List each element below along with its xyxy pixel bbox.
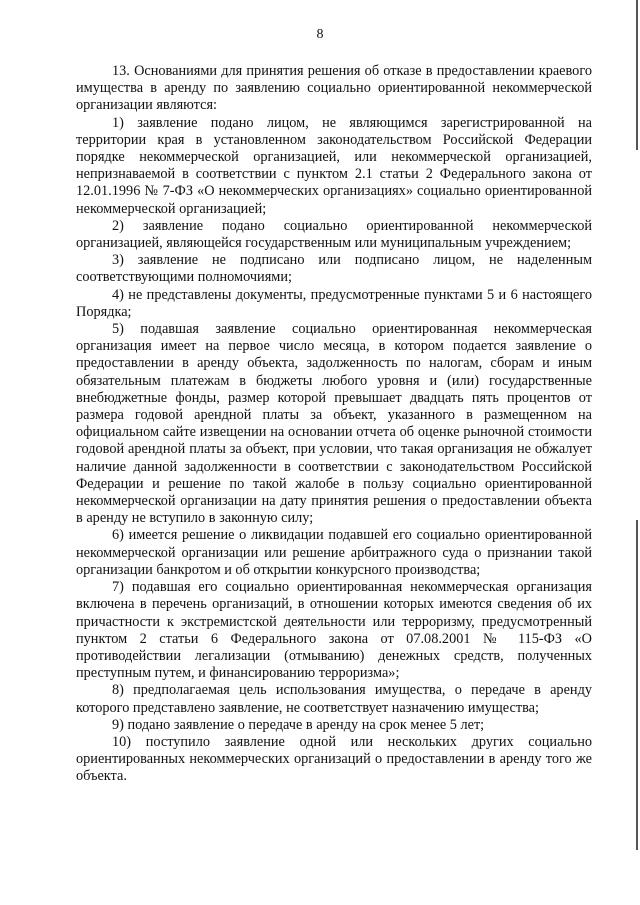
document-body <box>76 63 592 786</box>
list-item-3: 3) заявление не подписано или подписано лицом, не наделенным соответствующими полномочиями; <box>76 252 592 286</box>
list-item-8: 8) предполагаемая цель использования имущества, о передаче в аренду которого представлено заявление, не соответствует назначению имущества; <box>76 682 592 716</box>
list-item-6: 6) имеется решение о ликвидации подавшей его социально ориентированной некоммерческой организации или решение арбитражного суда о признании такой организации банкротом и об открытии конкурсного производства; <box>76 527 592 578</box>
list-item-2: 2) заявление подано социально ориентированной некоммерческой организацией, являющейся государственным или муниципальным учреждением; <box>76 217 592 252</box>
scan-edge-mark-bottom <box>636 520 638 850</box>
list-item-9: 9) подано заявление о передаче в аренду на срок менее 5 лет; <box>112 716 485 733</box>
scan-edge-mark-top <box>636 0 638 150</box>
list-item-1: 1) заявление подано лицом, не являющимся зарегистрированной на территории края в установленном законодательством Российской Федерации порядке некоммерческой организацией, или некоммерческой организацией, непризнаваемой в соответствии с пунктом 2.1 статьи 2 Федерального закона от 12.01.1996 № 7-ФЗ «О некоммерческих организациях» социально ориентированной некоммерческой организацией; <box>76 114 592 217</box>
list-item-10: 10) поступило заявление одной или нескольких других социально ориентированных некоммерческих организаций о предоставлении в аренду того же объекта. <box>76 733 592 785</box>
list-item-7: 7) подавшая его социально ориентированная некоммерческая организация включена в перечень организаций, в отношении которых имеются сведения об их причастности к экстремистской деятельности или терроризму, предусмотренный пунктом 2 статьи 6 Федерального закона от 07.08.2001 № 115-ФЗ «О противодействии легализации (отмыванию) денежных средств, полученных преступным путем, и финансированию терроризма»; <box>76 579 592 682</box>
list-item-4: 4) не представлены документы, предусмотренные пунктами 5 и 6 настоящего Порядка; <box>76 286 592 320</box>
list-item-5: 5) подавшая заявление социально ориентированная некоммерческая организация имеет на первое число месяца, в котором подается заявление о предоставлении в аренду объекта, задолженность по налогам, сборам и иным обязательным платежам в бюджеты любого уровня и (или) государственные внебюджетные фонды, размер которой превышает двадцать пять процентов от размера годовой арендной платы за объект, указанного в размещенном на официальном сайте извещении на основании отчета об оценке рыночной стоимости годовой арендной платы за объект, при условии, что такая организация не обжалует наличие данной задолженности в соответствии с законодательством Российской Федерации и решение по такой жалобе в пользу социально ориентированной некоммерческой организации на дату принятия решения о предоставлении объекта в аренду не вступило в законную силу; <box>76 321 592 527</box>
paragraph-13-intro: 13. Основаниями для принятия решения об отказе в предоставлении краевого имущества в аренду по заявлению социально ориентированной некоммерческой организации являются: <box>76 63 592 114</box>
page-number: 8 <box>316 27 324 42</box>
